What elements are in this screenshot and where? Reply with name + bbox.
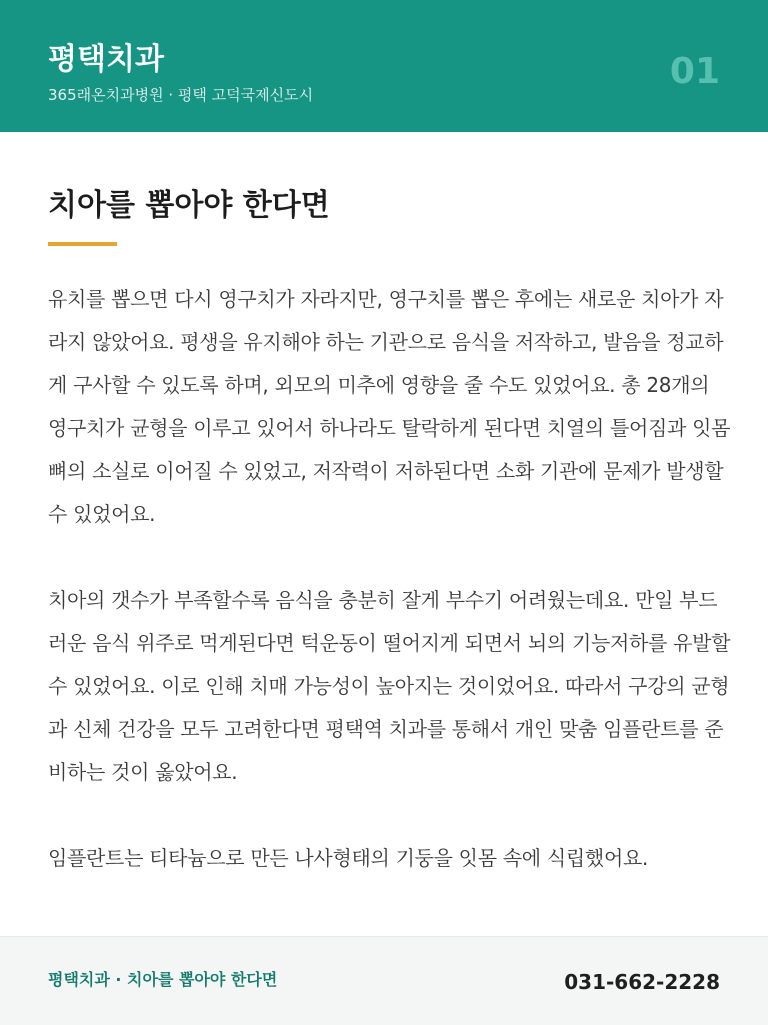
brand-subtitle: 365래온치과병원 · 평택 고덕국제신도시 [48,86,314,104]
title-underline [48,242,117,246]
phone-number[interactable]: 031-662-2228 [564,970,720,994]
page-number: 01 [669,51,720,92]
footer-bar [0,936,768,1025]
paragraph-1: 유치를 뽑으면 다시 영구치가 자라지만, 영구치를 뽑은 후에는 새로운 치아가 자라지 않았어요. 평생을 유지해야 하는 기관으로 음식을 저작하고, 발음을 정교하게 구사할 수 있도록 하며, 외모의 미추에 영향을 줄 수도 있었어요. 총 28개의 영구치가 균형을 이루고 있어서 하나라도 탈락하게 된다면 치열의 틀어짐과 잇몸뼈의 소실로 이어질 수 있었고, 저작력이 저하된다면 소화 기관에 문제가 발생할 수 있었어요. [48,287,731,526]
brand-title: 평택치과 [48,42,164,77]
article-body [48,278,734,880]
footer-caption: 평택치과 · 치아를 뽑아야 한다면 [48,970,278,989]
paragraph-2: 치아의 갯수가 부족할수록 음식을 충분히 잘게 부수기 어려웠는데요. 만일 부드러운 음식 위주로 먹게된다면 턱운동이 떨어지게 되면서 뇌의 기능저하를 유발할 수 있었어요. 이로 인해 치매 가능성이 높아지는 것이었어요. 따라서 구강의 균형과 신체 건강을 모두 고려한다면 평택역 치과를 통해서 개인 맞춤 임플란트를 준비하는 것이 옳았어요. [48,588,731,784]
article-title: 치아를 뽑아야 한다면 [48,188,330,223]
header-banner [0,0,768,132]
paragraph-3: 임플란트는 티타늄으로 만든 나사형태의 기둥을 잇몸 속에 식립했어요. [48,846,649,870]
